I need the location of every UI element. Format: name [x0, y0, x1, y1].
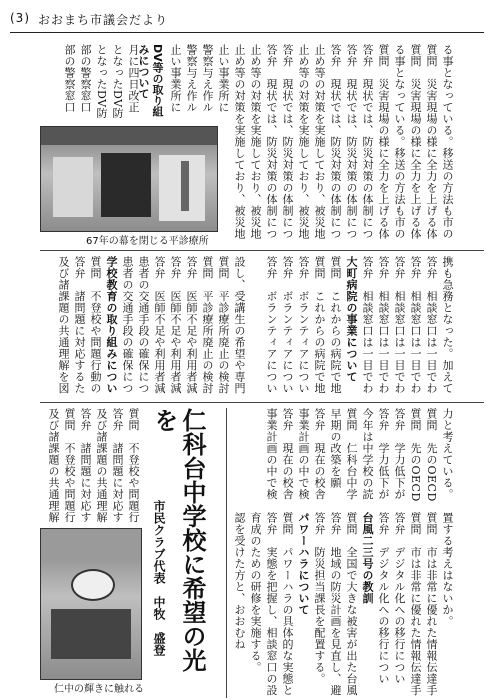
text-column: 答弁 デジタル化への移行につい	[393, 512, 406, 685]
text-column: 答弁 現状では、防災対策の体制につ	[361, 44, 374, 240]
text-column: 事業計画の中で検	[265, 408, 278, 500]
text-column: 質問 先のOECD	[425, 408, 438, 502]
text-column: となったDV防	[111, 44, 124, 120]
section-heading-typhoon: 台風二三号の教訓	[361, 512, 374, 604]
text-column: 答弁 医師不足や利用者減	[185, 256, 198, 394]
text-column: 患者の交通手段の確保につ	[137, 256, 150, 394]
text-column: 質問 平診療所廃止の検討	[201, 256, 214, 394]
text-column: 答弁 防災担当課長を配置する。	[313, 512, 326, 685]
text-column: る事となっている。移送の方法も市の	[393, 44, 406, 240]
text-column: 答弁 相談窓口は一目でわ	[393, 256, 406, 394]
text-column: 答弁 現在の校舎	[281, 408, 294, 500]
text-column: 答弁 学力低下が	[393, 408, 406, 500]
article-headline: 仁科台中学校に希望の光を	[150, 408, 206, 672]
text-column: 答弁 地域の防災計画を見直し、避	[329, 512, 342, 696]
text-column: 警察与え作ル	[185, 44, 198, 113]
text-column: 答弁 デジタル化への移行につい	[377, 512, 390, 685]
text-column: 質問 パワーハラの具体的な実態と	[281, 512, 294, 696]
text-column: 患者の交通手段の確保につ	[121, 256, 134, 394]
text-column: 答弁 相談窓口は一目でわ	[361, 256, 374, 394]
text-column: 答弁 実態を把握し、相談窓口の設	[265, 512, 278, 696]
text-column: 質問 不登校や問題行	[127, 408, 140, 523]
section-divider	[40, 402, 484, 403]
text-column: 質問 先のOECD	[409, 408, 422, 502]
text-column: 答弁 相談窓口は一目でわ	[377, 256, 390, 394]
text-column: 答弁 諸問題に対応するた	[73, 256, 86, 394]
page-header	[0, 0, 494, 40]
clinic-entrance-photo	[40, 126, 218, 232]
text-column: 早期の改築を願	[329, 408, 342, 489]
text-column: 答弁 医師不足や利用者減	[169, 256, 182, 394]
text-column: 質問 災害現場の様に全力を上げる体	[377, 44, 390, 240]
text-column: 答弁 現状では、防災対策の体制につ	[345, 44, 358, 240]
text-column: 置する考えはないか。	[441, 512, 454, 627]
text-column: 質問 不登校や問題行	[63, 408, 76, 523]
newsletter-title: おおまち市議会だより	[38, 13, 169, 27]
text-column: 答弁 現在の校舎	[313, 408, 326, 500]
text-column: 止い事業所に	[169, 44, 182, 113]
text-column: る事となっている。移送の方法も市の	[441, 44, 454, 240]
text-column: 認を受けた方と、おおむね	[233, 512, 246, 650]
section-heading-dv: DV等の取り組みについて	[137, 44, 164, 117]
text-column: 答弁 ボランティアについ	[297, 256, 310, 394]
section-divider	[40, 250, 484, 251]
text-column: 質問 市は非常に優れた情報伝達手	[425, 512, 438, 696]
text-column: 力と考えている。	[441, 408, 454, 500]
text-column: 質問 災害現場の様に全力を上げる体	[425, 44, 438, 240]
text-column: 質問 全国で大きな被害が出た台風	[345, 512, 358, 696]
text-column: 育成のための研修を実施する。	[249, 512, 262, 673]
text-column: 質問 これからの病院で地	[313, 256, 326, 394]
section-heading-hospital: 大町病院の事業について	[345, 256, 358, 383]
text-column: 今年は中学校の読	[361, 408, 374, 500]
text-column: 月に四日改正	[127, 44, 140, 113]
text-column: 止い事業所に	[217, 44, 230, 113]
photo-caption: 仁中の輝きに触れる	[54, 684, 144, 695]
text-column: 設し、受講生の希望や専門	[233, 256, 246, 394]
text-column: となったDV防	[95, 44, 108, 120]
text-column: 答弁 学力低下が	[377, 408, 390, 500]
text-column: 質問 市は非常に優れた情報伝達手	[409, 512, 422, 696]
text-column: 止め等の対策を実施しており、被災地	[313, 44, 326, 240]
text-column: 警察与え作ル	[201, 44, 214, 113]
text-column: 答弁 ボランティアについ	[281, 256, 294, 394]
text-column: 及び諸課題の共通理解	[47, 408, 60, 523]
text-column: 質問 仁科台中学	[345, 408, 358, 500]
text-column: 質問 これからの病院で地	[329, 256, 342, 394]
section-heading-school: 学校教育の取り組みについ	[105, 256, 118, 394]
text-column: 質問 不登校や問題行動の	[89, 256, 102, 394]
page-number: (3)	[10, 11, 30, 25]
drum-performance-photo	[40, 528, 142, 680]
text-column: 部の警察窓口	[63, 44, 76, 113]
header-rule	[10, 32, 484, 33]
text-column: 及び諸課題の共通理解	[95, 408, 108, 523]
text-column: 質問 平診療所廃止の検討	[217, 256, 230, 394]
text-column: 答弁 諸問題に対応す	[79, 408, 92, 523]
article-byline: 市民クラブ代表 中牧 盛登	[152, 500, 166, 656]
text-column: 止め等の対策を実施しており、被災地	[249, 44, 262, 240]
text-column: 答弁 現状では、防災対策の体制につ	[329, 44, 342, 240]
text-column: 答弁 現状では、防災対策の体制につ	[281, 44, 294, 240]
text-column: 及び諸課題の共通理解を図	[57, 256, 70, 394]
photo-caption: 67年の幕を閉じる平診療所	[86, 236, 209, 247]
text-column: 止め等の対策を実施しており、被災地	[233, 44, 246, 240]
text-column: 答弁 相談窓口は一目でわ	[425, 256, 438, 394]
text-column: 答弁 ボランティアについ	[265, 256, 278, 394]
text-column: 答弁 相談窓口は一目でわ	[409, 256, 422, 394]
text-column: 部の警察窓口	[79, 44, 92, 113]
column-divider	[226, 408, 227, 698]
text-column: 答弁 諸問題に対応す	[111, 408, 124, 523]
text-column: 止め等の対策を実施しており、被災地	[297, 44, 310, 240]
text-column: 質問 災害現場の様に全力を上げる体	[409, 44, 422, 240]
section-heading-power-harassment: パワーハラについて	[297, 512, 310, 616]
text-column: 事業計画の中で検	[297, 408, 310, 500]
text-column: 携も急務となった。加えて	[441, 256, 454, 394]
text-column: 答弁 現状では、防災対策の体制につ	[265, 44, 278, 240]
text-column: 答弁 医師不足や利用者減	[153, 256, 166, 394]
